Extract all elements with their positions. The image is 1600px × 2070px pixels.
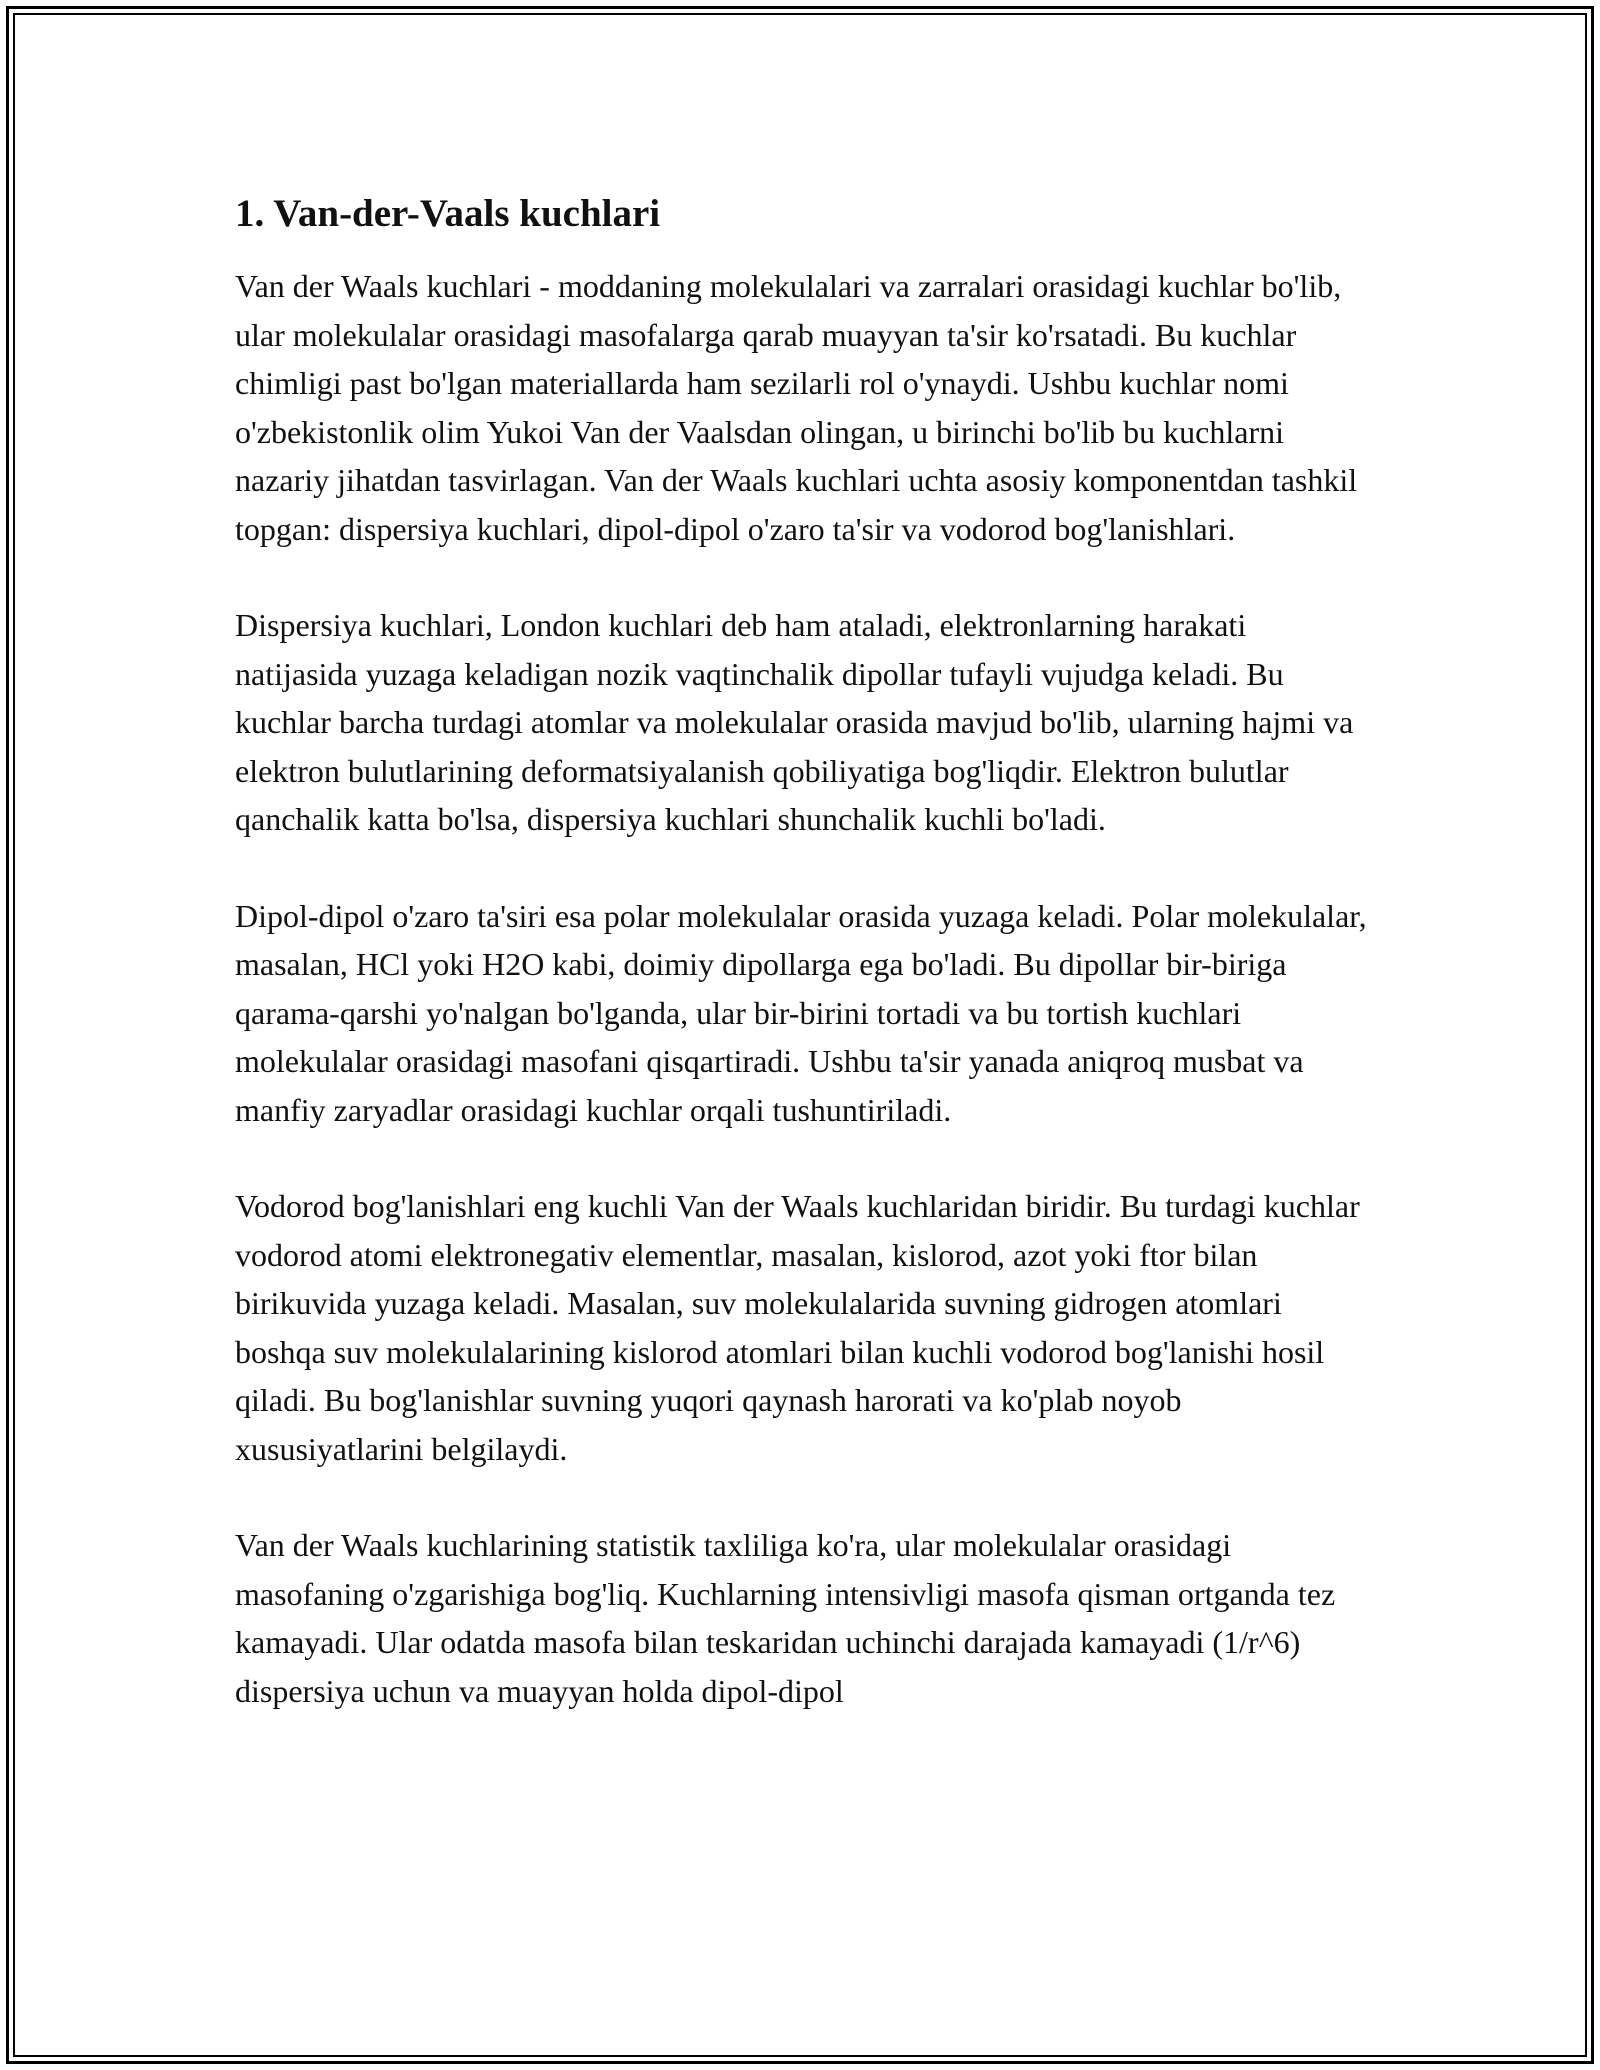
paragraph-intro: Van der Waals kuchlari - moddaning molekulalari va zarralari orasidagi kuchlar bo'lib, ular molekulalar orasidagi masofalarga qarab muayyan ta'sir ko'rsatadi. Bu kuchlar chimligi past bo'lgan materiallarda ham sezilarli rol o'ynaydi. Ushbu kuchlar nomi o'zbekistonlik olim Yukoi Van der Vaalsdan olingan, u birinchi bo'lib bu kuchlarni nazariy jihatdan tasvirlagan. Van der Waals kuchlari uchta asosiy komponentdan tashkil topgan: dispersiya kuchlari, dipol-dipol o'zaro ta'sir va vodorod bog'lanishlari. [235,268,1358,547]
paragraph-dipole-dipole: Dipol-dipol o'zaro ta'siri esa polar molekulalar orasida yuzaga keladi. Polar molekulalar, masalan, HCl yoki H2O kabi, doimiy dipollarga ega bo'ladi. Bu dipollar bir-biriga qarama-qarshi yo'nalgan bo'lganda, ular bir-birini tortadi va bu tortish kuchlari molekulalar orasidagi masofani qisqartiradi. Ushbu ta'sir yanada aniqroq musbat va manfiy zaryadlar orasidagi kuchlar orqali tushuntiriladi. [235,897,1367,1128]
paragraph-distance-dependence: Van der Waals kuchlarining statistik taxliliga ko'ra, ular molekulalar orasidagi masofaning o'zgarishiga bog'liq. Kuchlarning intensivligi masofa qisman ortganda tez kamayadi. Ular odatda masofa bilan teskaridan uchinchi darajada kamayadi (1/r^6) dispersiya uchun va muayyan holda dipol-dipol [235,1527,1336,1709]
document-body [235,188,1375,1763]
section-heading: 1. Van-der-Vaals kuchlari [235,192,661,235]
paragraph-dispersion-forces: Dispersiya kuchlari, London kuchlari deb ham ataladi, elektronlarning harakati natijasida yuzaga keladigan nozik vaqtinchalik dipollar tufayli vujudga keladi. Bu kuchlar barcha turdagi atomlar va molekulalar orasida mavjud bo'lib, ularning hajmi va elektron bulutlarining deformatsiyalanish qobiliyatiga bog'liqdir. Elektron bulutlar qanchalik katta bo'lsa, dispersiya kuchlari shunchalik kuchli bo'ladi. [235,607,1354,837]
paragraph-hydrogen-bonds: Vodorod bog'lanishlari eng kuchli Van der Waals kuchlaridan biridir. Bu turdagi kuchlar vodorod atomi elektronegativ elementlar, masalan, kislorod, azot yoki ftor bilan birikuvida yuzaga keladi. Masalan, suv molekulalarida suvning gidrogen atomlari boshqa suv molekulalarining kislorod atomlari bilan kuchli vodorod bog'lanishi hosil qiladi. Bu bog'lanishlar suvning yuqori qaynash harorati va ko'plab noyob xususiyatlarini belgilaydi. [235,1188,1360,1467]
